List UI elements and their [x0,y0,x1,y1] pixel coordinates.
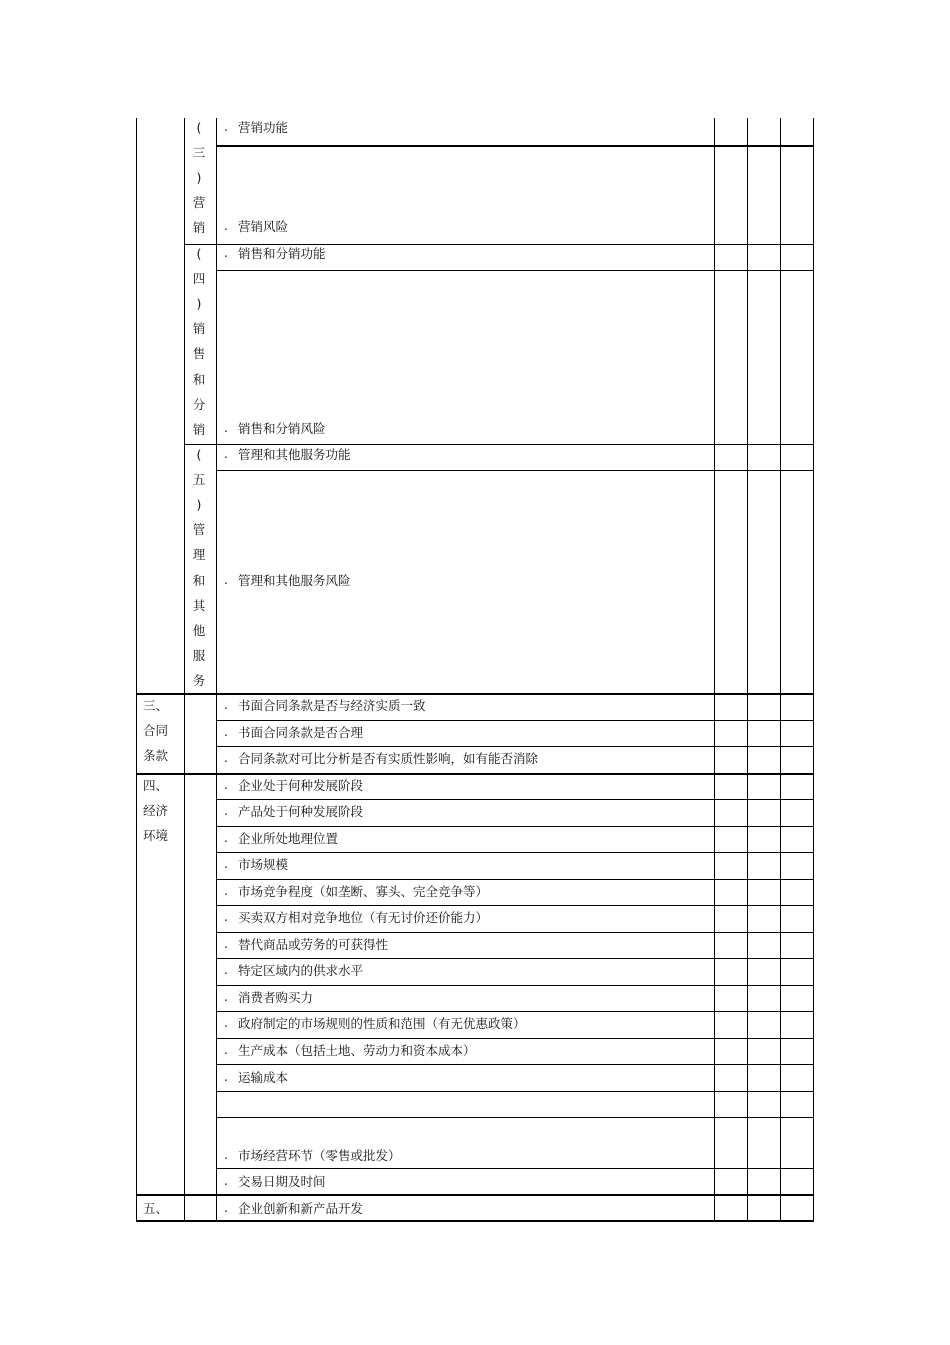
subgroup-label-char: 务 [192,672,206,688]
item-bullet: . [224,857,228,871]
column-border [136,118,137,1220]
item-label: 合同条款对可比分析是否有实质性影响，如有能否消除 [238,751,539,766]
item-label: 运输成本 [238,1070,289,1085]
subgroup-label-char: 和 [192,371,206,387]
row-border [216,244,814,245]
item-bullet: . [224,447,228,461]
row-border [216,1091,814,1092]
item-label: 市场竞争程度（如垄断、寡头、完全竞争等） [238,884,489,899]
subgroup-label-char: 其 [192,597,206,613]
row-border [216,826,814,827]
group-border [136,693,216,695]
item-bullet: . [224,725,228,739]
item-bullet: . [224,421,228,435]
subgroup-label-char: ) [196,296,202,312]
subgroup-border [184,444,216,445]
row-border [216,1194,814,1196]
row-border [216,720,814,721]
group-border [136,773,216,775]
item-bullet: . [224,751,228,765]
subgroup-label-char: 和 [192,572,206,588]
group-label: 经济 [143,803,169,818]
item-label: 产品处于何种发展阶段 [238,804,364,819]
column-border [184,118,185,1220]
subgroup-label-char: 管 [192,522,206,538]
row-border [216,444,814,445]
item-bullet: . [224,804,228,818]
row-border [216,773,814,775]
item-bullet: . [224,698,228,712]
group-border [136,1220,216,1222]
item-label: 企业创新和新产品开发 [238,1201,364,1216]
item-label: 营销风险 [238,219,289,234]
row-border [216,1168,814,1169]
row-border [216,1011,814,1012]
subgroup-label-char: 营 [192,195,206,211]
item-bullet: . [224,1043,228,1057]
row-border [216,145,814,147]
group-label: 合同 [143,723,169,738]
subgroup-border [184,244,216,245]
row-border [216,746,814,747]
item-bullet: . [224,1016,228,1030]
item-bullet: . [224,778,228,792]
subgroup-label-char: 四 [192,271,206,287]
item-bullet: . [224,219,228,233]
column-border [747,118,748,1220]
subgroup-label-char: ) [196,497,202,513]
item-bullet: . [224,573,228,587]
group-border [136,1194,216,1196]
column-border [780,118,781,1220]
subgroup-label-char: ( [196,120,202,135]
subgroup-label-char: 他 [192,622,206,638]
row-border [216,1064,814,1065]
subgroup-label-char: 销 [192,220,206,236]
item-label: 管理和其他服务风险 [238,573,351,588]
item-label: 书面合同条款是否合理 [238,725,364,740]
item-bullet: . [224,990,228,1004]
group-label: 环境 [143,828,169,843]
row-border [216,879,814,880]
row-border [216,693,814,695]
row-border [216,932,814,933]
item-label: 管理和其他服务功能 [238,447,351,462]
row-border [216,270,814,271]
item-bullet: . [224,120,228,134]
row-border [216,852,814,853]
item-label: 生产成本（包括土地、劳动力和资本成本） [238,1043,476,1058]
subgroup-label-char: 三 [192,145,206,161]
column-border [813,118,814,1220]
subgroup-label-char: ( [196,246,202,261]
item-label: 特定区域内的供求水平 [238,963,364,978]
subgroup-label-char: 分 [192,396,206,412]
subgroup-label-char: 服 [192,647,206,663]
item-label: 政府制定的市场规则的性质和范围（有无优惠政策） [238,1016,526,1031]
row-border [216,905,814,906]
item-label: 消费者购买力 [238,990,314,1005]
row-border [216,1117,814,1118]
subgroup-label-char: ( [196,447,202,462]
subgroup-label-char: 理 [192,547,206,563]
row-border [216,958,814,959]
row-border [216,799,814,800]
subgroup-label-char: 销 [192,421,206,437]
row-border [216,985,814,986]
item-bullet: . [224,1201,228,1215]
item-label: 替代商品或劳务的可获得性 [238,937,389,952]
row-border [216,470,814,471]
item-bullet: . [224,963,228,977]
item-bullet: . [224,831,228,845]
column-border [216,118,217,1220]
subgroup-label-char: 售 [192,346,206,362]
group-label: 四、 [143,778,169,793]
subgroup-label-char: 五 [192,472,206,488]
subgroup-label-char: ) [196,170,202,186]
group-label: 条款 [143,748,169,763]
group-label: 三、 [143,698,169,713]
row-border [216,1220,814,1222]
item-label: 市场经营环节（零售或批发） [238,1148,401,1163]
item-label: 买卖双方相对竞争地位（有无讨价还价能力） [238,910,489,925]
item-bullet: . [224,1070,228,1084]
item-label: 销售和分销风险 [238,421,326,436]
column-border [714,118,715,1220]
item-bullet: . [224,1174,228,1188]
group-label: 五、 [143,1201,169,1216]
item-label: 企业处于何种发展阶段 [238,778,364,793]
item-bullet: . [224,246,228,260]
item-label: 企业所处地理位置 [238,831,339,846]
item-label: 销售和分销功能 [238,246,326,261]
item-label: 市场规模 [238,857,289,872]
item-label: 书面合同条款是否与经济实质一致 [238,698,426,713]
item-bullet: . [224,884,228,898]
item-label: 营销功能 [238,120,289,135]
item-bullet: . [224,910,228,924]
item-label: 交易日期及时间 [238,1174,326,1189]
row-border [216,1038,814,1039]
subgroup-label-char: 销 [192,321,206,337]
item-bullet: . [224,937,228,951]
item-bullet: . [224,1148,228,1162]
